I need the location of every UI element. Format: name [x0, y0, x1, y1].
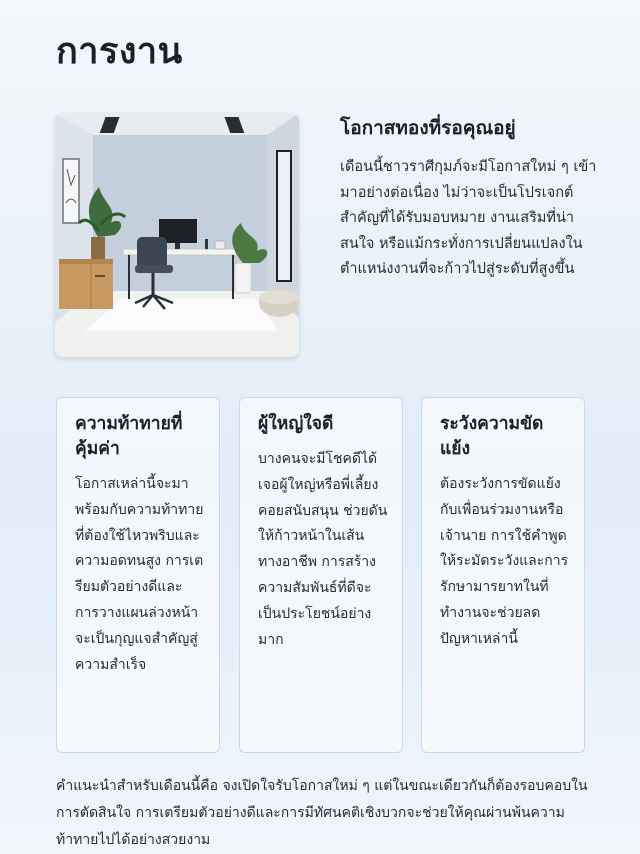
- page-title: การงาน: [56, 31, 183, 72]
- card-worthwhile-challenge: [56, 397, 220, 753]
- intro-heading: โอกาสทองที่รอคุณอยู่: [340, 117, 516, 139]
- home-office-photo: [55, 113, 299, 357]
- card-body: ต้องระวังการขัดแย้งกับเพื่อนร่วมงานหรือเจ้านาย การใช้คำพูดให้ระมัดระวังและการรักษามารยาทในที่ทำงานจะช่วยลดปัญหาเหล่านี้: [440, 476, 569, 647]
- card-kind-mentor: [239, 397, 403, 753]
- intro-body: เดือนนี้ชาวราศีกุมภ์จะมีโอกาสใหม่ ๆ เข้ามาอย่างต่อเนื่อง ไม่ว่าจะเป็นโปรเจกต์สำคัญที่ได้รับมอบหมาย งานเสริมที่น่าสนใจ หรือแม้กระทั่งการเปลี่ยนแปลงในตำแหน่งงานที่จะก้าวไปสู่ระดับที่สูงขึ้น: [340, 159, 597, 277]
- card-title: ความท้าทายที่คุ้มค่า: [75, 414, 183, 459]
- card-title: ผู้ใหญ่ใจดี: [258, 414, 334, 434]
- card-body: โอกาสเหล่านี้จะมาพร้อมกับความท้าทายที่ต้องใช้ไหวพริบและความอดทนสูง การเตรียมตัวอย่างดีและการวางแผนล่วงหน้าจะเป็นกุญแจสำคัญสู่ความสำเร็จ: [75, 476, 204, 673]
- card-beware-conflict: [421, 397, 585, 753]
- card-body: บางคนจะมีโชคดีได้เจอผู้ใหญ่หรือพี่เลี้ยงคอยสนับสนุน ช่วยดันให้ก้าวหน้าในเส้นทางอาชีพ การสร้างความสัมพันธ์ที่ดีจะเป็นประโยชน์อย่างมาก: [258, 451, 388, 648]
- home-office-illustration: [55, 113, 299, 357]
- card-title: ระวังความขัดแย้ง: [440, 414, 544, 459]
- footer-advice: คำแนะนำสำหรับเดือนนี้คือ จงเปิดใจรับโอกาสใหม่ ๆ แต่ในขณะเดียวกันก็ต้องรอบคอบในการตัดสินใจ การเตรียมตัวอย่างดีและการมีทัศนคติเชิงบวกจะช่วยให้คุณผ่านพ้นความท้าทายไปได้อย่างสวยงาม: [56, 778, 588, 848]
